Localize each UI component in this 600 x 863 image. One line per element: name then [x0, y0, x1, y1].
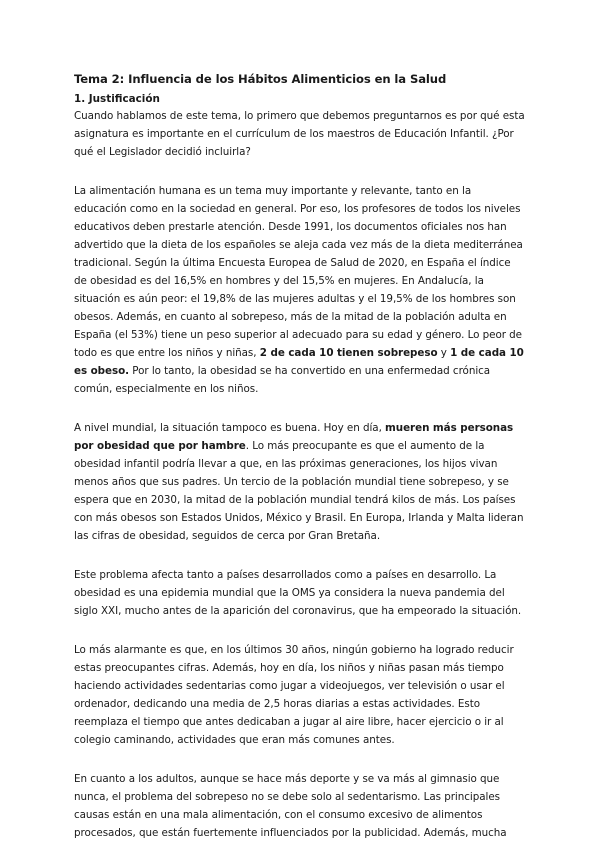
paragraph-text: Por lo tanto, la obesidad se ha convertido en una enfermedad crónica común, especialmente en los niños.: [74, 365, 491, 395]
paragraph: [74, 107, 526, 161]
paragraph-text: En cuanto a los adultos, aunque se hace más deporte y se va más al gimnasio que nunca, el problema del sobrepeso no se debe solo al sedentarismo. Las principales causas están en una mala alimentación, con el consumo excesivo de alimentos procesados, que están fuertemente influenciados por la publicidad. Además, mucha: [74, 773, 507, 839]
paragraph-text: Cuando hablamos de este tema, lo primero que debemos preguntarnos es por qué esta asignatura es importante en el currículum de los maestros de Educación Infantil. ¿Por qué el Legislador decidió incluirla?: [74, 110, 525, 158]
paragraph-text: A nivel mundial, la situación tampoco es buena. Hoy en día,: [74, 422, 386, 434]
paragraph-text: La alimentación humana es un tema muy importante y relevante, tanto en la educación como en la sociedad en general. Por eso, los profesores de todos los niveles educativos deben prestarle atención. Desde 1991, los documentos oficiales nos han advertido que la dieta de los españoles se aleja cada vez más de la dieta mediterránea tradicional. Según la última Encuesta Europea de Salud de 2020, en España el índice de obesidad es del 16,5% en hombres y del 15,5% en mujeres. En Andalucía, la situación es aún peor: el 19,8% de las mujeres adultas y el 19,5% de los hombres son obesos. Además, en cuanto al sobrepeso, más de la mitad de la población adulta en España (el 53%) tiene un peso superior al adecuado para su edad y género. Lo peor de todo es que entre los niños y niñas,: [74, 185, 523, 359]
paragraph: [74, 182, 526, 398]
paragraph: [74, 641, 526, 749]
paragraph-text: y: [437, 347, 451, 359]
paragraph: [74, 770, 526, 842]
paragraph: [74, 566, 526, 620]
paragraph-text: . Lo más preocupante es que el aumento de la obesidad infantil podría llevar a que, en las próximas generaciones, los hijos vivan menos años que sus padres. Un tercio de la población mundial tiene sobrepeso, y se espera que en 2030, la mitad de la población mundial tendrá kilos de más. Los países con más obesos son Estados Unidos, México y Brasil. En Europa, Irlanda y Malta lideran las cifras de obesidad, seguidos de cerca por Gran Bretaña.: [74, 440, 524, 542]
emphasis-text: 1 de cada 10 es obeso.: [74, 347, 524, 377]
paragraph: [74, 419, 526, 545]
document-title: Tema 2: Influencia de los Hábitos Alimenticios en la Salud: [74, 72, 447, 86]
document-body: [74, 72, 526, 863]
emphasis-text: mueren más personas por obesidad que por hambre: [74, 422, 514, 452]
emphasis-text: 2 de cada 10 tienen sobrepeso: [259, 347, 438, 359]
paragraph-text: Este problema afecta tanto a países desarrollados como a países en desarrollo. La obesidad es una epidemia mundial que la OMS ya considera la nueva pandemia del siglo XXI, mucho antes de la aparición del coronavirus, que ha empeorado la situación.: [74, 569, 522, 617]
paragraph-text: Lo más alarmante es que, en los últimos 30 años, ningún gobierno ha logrado reducir estas preocupantes cifras. Además, hoy en día, los niños y niñas pasan más tiempo haciendo actividades sedentarias como jugar a videojuegos, ver televisión o usar el ordenador, dedicando una media de 2,5 horas diarias a estas actividades. Esto reemplaza el tiempo que antes dedicaban a jugar al aire libre, hacer ejercicio o ir al colegio caminando, actividades que eran más comunes antes.: [74, 644, 514, 746]
section-heading: 1. Justificación: [74, 93, 160, 105]
